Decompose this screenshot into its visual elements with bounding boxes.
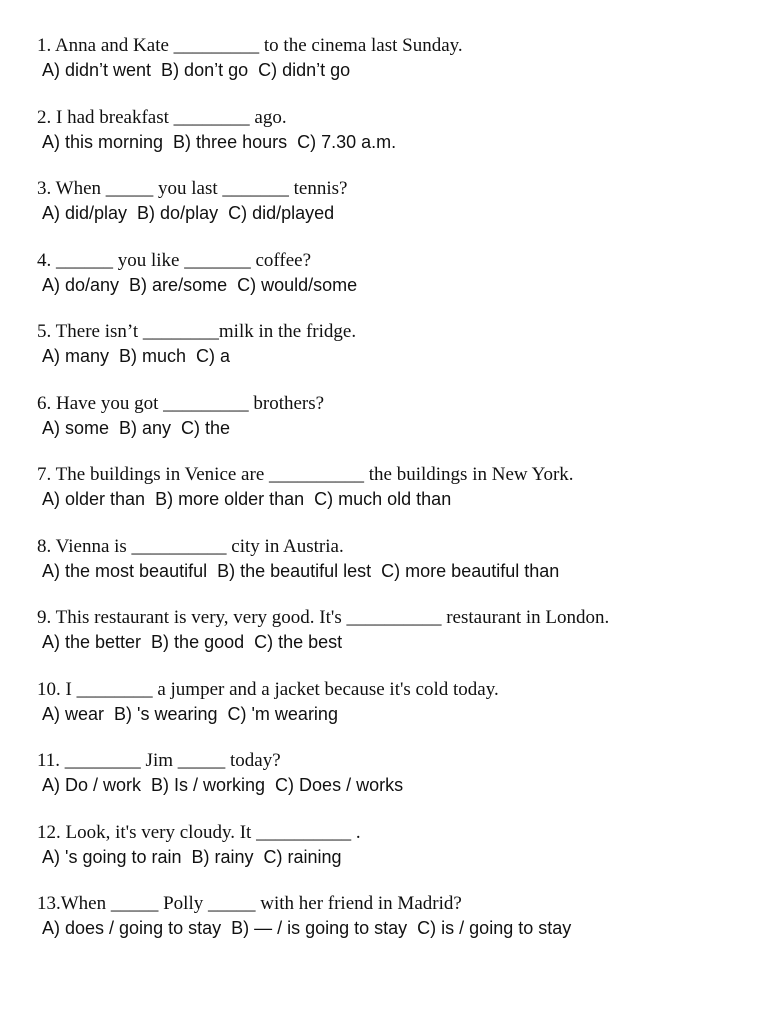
answer-options: A) older than B) more older than C) much old than — [42, 489, 452, 509]
answer-options: A) the better B) the good C) the best — [42, 632, 343, 652]
answer-options: A) this morning B) three hours C) 7.30 a.m. — [42, 131, 397, 152]
question-text: 10. I ________ a jumper and a jacket because it's cold today. — [37, 678, 499, 700]
question-text: 13.When _____ Polly _____ with her friend in Madrid? — [37, 893, 462, 914]
question-text: 11. ________ Jim _____ today? — [37, 750, 281, 771]
question-text: 3. When _____ you last _______ tennis? — [37, 178, 348, 199]
quiz-item — [37, 678, 757, 750]
quiz-list — [37, 34, 757, 964]
quiz-item — [37, 749, 757, 821]
answer-options: A) the most beautiful B) the beautiful lest C) more beautiful than — [42, 560, 560, 581]
question-text: 2. I had breakfast ________ ago. — [37, 106, 287, 128]
quiz-item — [37, 34, 757, 106]
quiz-item — [37, 892, 757, 964]
question-text: 1. Anna and Kate _________ to the cinema last Sunday. — [37, 35, 463, 56]
answer-options: A) did/play B) do/play C) did/played — [42, 203, 335, 223]
quiz-item — [37, 463, 757, 535]
question-text: 8. Vienna is __________ city in Austria. — [37, 535, 344, 557]
answer-options: A) wear B) 's wearing C) 'm wearing — [42, 703, 338, 724]
quiz-item — [37, 177, 757, 249]
quiz-item — [37, 320, 757, 392]
quiz-item — [37, 535, 757, 607]
answer-options: A) many B) much C) a — [42, 346, 231, 366]
question-text: 5. There isn’t ________milk in the fridge. — [37, 321, 357, 342]
answer-options: A) some B) any C) the — [42, 417, 231, 438]
answer-options: A) 's going to rain B) rainy C) raining — [42, 846, 342, 867]
answer-options: A) does / going to stay B) — / is going to stay C) is / going to stay — [42, 918, 572, 938]
question-text: 4. ______ you like _______ coffee? — [37, 249, 312, 271]
quiz-item — [37, 821, 757, 893]
answer-options: A) Do / work B) Is / working C) Does / works — [42, 775, 404, 795]
question-text: 9. This restaurant is very, very good. It's __________ restaurant in London. — [37, 607, 610, 628]
answer-options: A) didn’t went B) don’t go C) didn’t go — [42, 60, 351, 80]
answer-options: A) do/any B) are/some C) would/some — [42, 274, 358, 295]
question-text: 7. The buildings in Venice are __________ the buildings in New York. — [37, 464, 574, 485]
question-text: 6. Have you got _________ brothers? — [37, 392, 325, 414]
quiz-item — [37, 392, 757, 464]
question-text: 12. Look, it's very cloudy. It __________ . — [37, 821, 361, 843]
quiz-item — [37, 606, 757, 678]
quiz-item — [37, 249, 757, 321]
quiz-item — [37, 106, 757, 178]
